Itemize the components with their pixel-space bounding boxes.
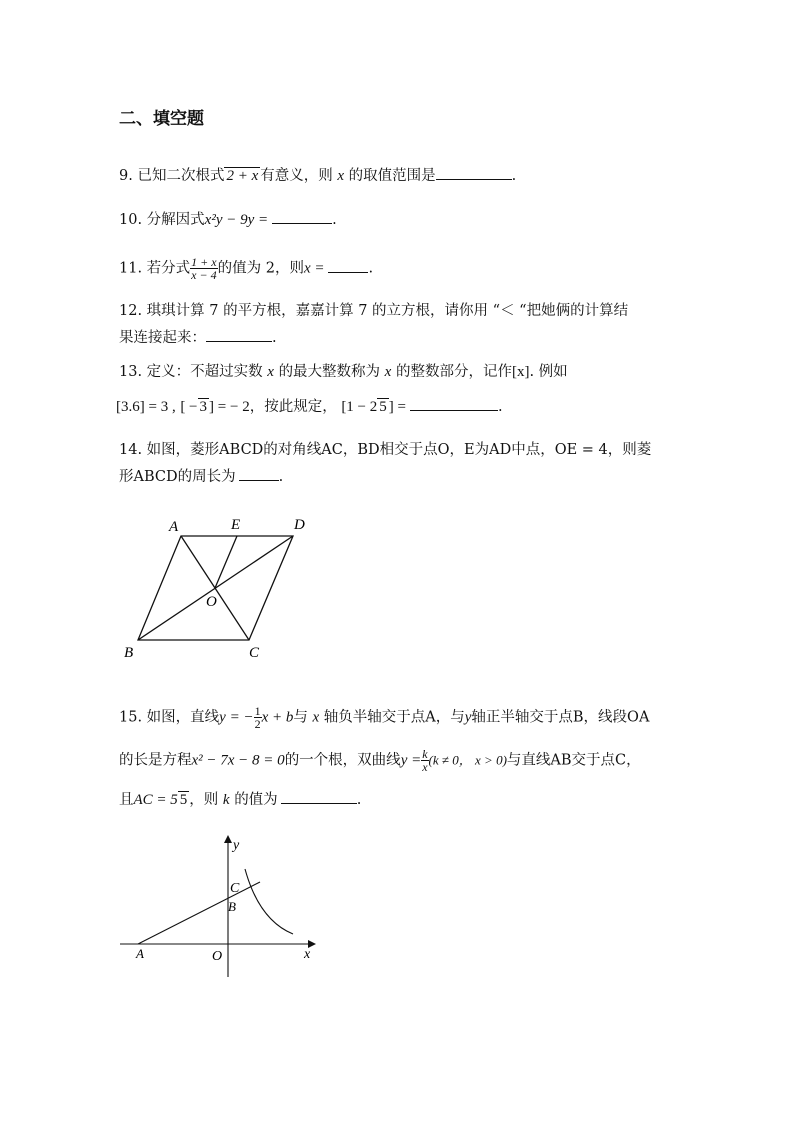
sqrt-expression: 2 + x [226,168,259,184]
answer-blank[interactable] [239,466,279,481]
label-o: O [206,594,217,610]
label-c: C [249,645,260,661]
question-10: 10. 分解因式x²y − 9y = . [119,209,337,230]
label-b: B [228,899,236,914]
label-o: O [212,949,223,964]
label-b: B [124,645,134,661]
question-12-line-2: 果连接起来： . [119,327,277,348]
label-y: y [233,838,240,853]
answer-blank[interactable] [281,789,357,804]
answer-blank[interactable] [272,209,332,224]
label-a: A [169,519,179,535]
question-15-line-2: 的长是方程x² − 7x − 8 = 0的一个根，双曲线y = $\frac{k}{x}$ (k ≠ 0， x > 0)与直线AB交于点C， [119,747,641,774]
question-14-line-2: 形ABCD的周长为 . [119,466,283,487]
label-d: D [294,517,305,533]
question-13-line-2: [3.6] = 3 , [ − 3 ] = − 2，按此规定， [1 − 2 5 ] = . [116,396,503,417]
answer-blank[interactable] [436,165,512,180]
question-11: 11. 若分式 $\frac{1 + x}{x - 4}$ 的值为 2，则x = . [119,255,374,282]
question-13-line-1: 13. 定义：不超过实数 x 的最大整数称为 x 的整数部分，记作[x]. 例如 [119,364,568,380]
y-axis-arrow [224,835,232,843]
question-14-line-1: 14. 如图，菱形ABCD的对角线AC，BD相交于点O，E为AD中点，OE = 4，则菱 [119,442,652,458]
hyperbola-curve [245,869,293,934]
label-x: x [304,947,311,962]
line-ab [138,882,260,944]
label-a: A [136,946,144,961]
coordinate-figure [115,832,330,982]
label-c: C [230,881,240,896]
question-9: 9. 已知二次根式 2 + x 有意义，则 x 的取值范围是 . [119,165,516,186]
question-12-line-1: 12. 琪琪计算 7 的平方根，嘉嘉计算 7 的立方根，请你用 “＜ “把她俩的计算结 [119,303,629,319]
question-15-line-3: 且AC = 5 5 ，则 k 的值为 . [119,789,361,810]
rhombus-figure [115,510,345,665]
question-15-line-1: 15. 如图，直线y = − $\frac{1}{2}$ x + b与 x 轴负半轴交于点A，与y轴正半轴交于点B，线段OA [119,704,650,731]
label-e: E [231,517,241,533]
answer-blank[interactable] [206,327,272,342]
section-title: 二、填空题 [119,109,204,129]
answer-blank[interactable] [410,396,498,411]
answer-blank[interactable] [328,258,368,273]
